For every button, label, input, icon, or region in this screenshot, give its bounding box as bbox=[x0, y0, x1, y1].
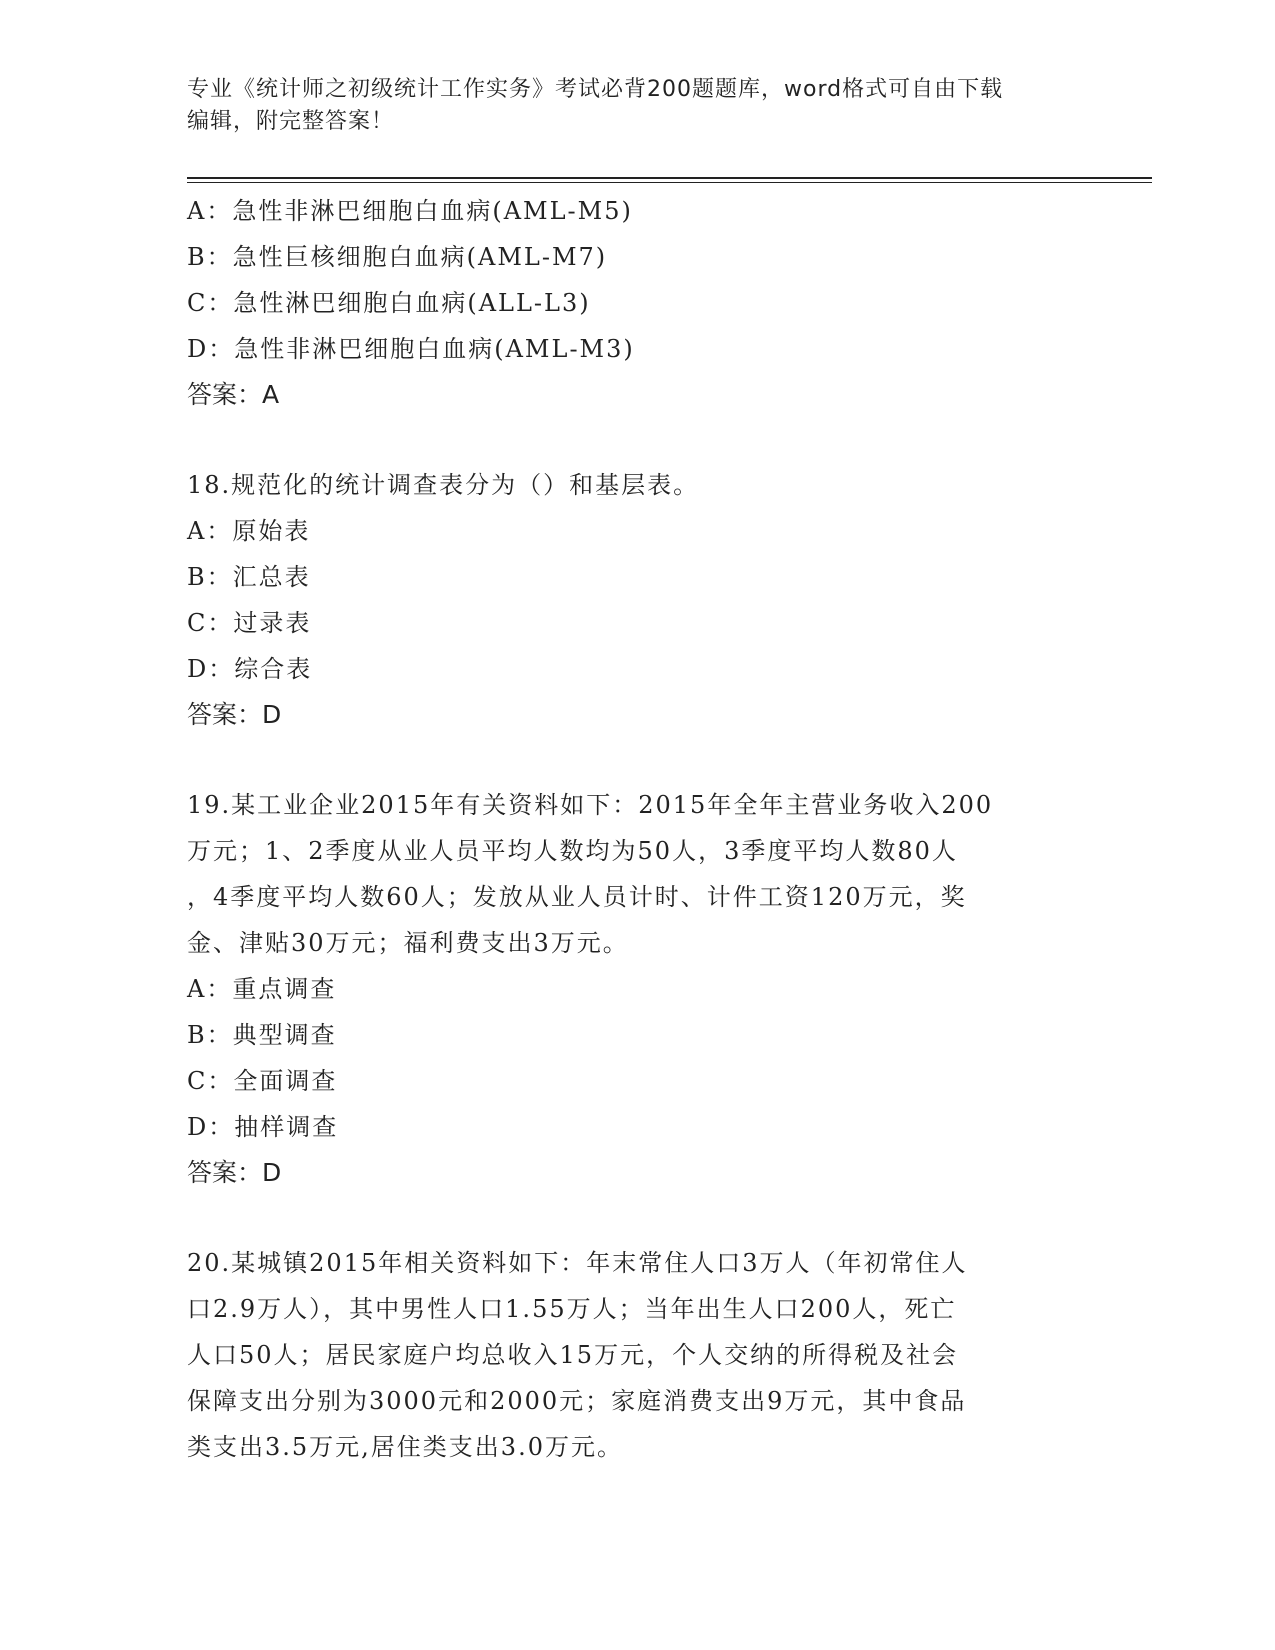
question-stem-line: ，4季度平均人数60人；发放从业人员计时、计件工资120万元，奖 bbox=[187, 883, 967, 911]
document-header bbox=[187, 74, 1067, 138]
option-b: B：急性巨核细胞白血病(AML-M7) bbox=[187, 243, 608, 271]
question-stem-line: 万元；1、2季度从业人员平均人数均为50人，3季度平均人数80人 bbox=[187, 837, 958, 865]
question-list bbox=[187, 188, 1087, 1470]
option-d: D：综合表 bbox=[187, 655, 313, 683]
option-a: A：急性非淋巴细胞白血病(AML-M5) bbox=[187, 197, 633, 225]
option-a: A：重点调查 bbox=[187, 975, 337, 1003]
header-line-1: 专业《统计师之初级统计工作实务》考试必背200题题库，word格式可自由下载 bbox=[187, 77, 1004, 102]
question-stem: 18.规范化的统计调查表分为（）和基层表。 bbox=[187, 471, 700, 499]
question-19 bbox=[187, 782, 1087, 1196]
option-d: D：急性非淋巴细胞白血病(AML-M3) bbox=[187, 335, 635, 363]
option-c: C：急性淋巴细胞白血病(ALL-L3) bbox=[187, 289, 591, 317]
question-spacer bbox=[187, 1196, 1087, 1240]
question-spacer bbox=[187, 738, 1087, 782]
option-c: C：全面调查 bbox=[187, 1067, 338, 1095]
question-stem-line: 20.某城镇2015年相关资料如下：年末常住人口3万人（年初常住人 bbox=[187, 1249, 968, 1277]
answer: 答案：A bbox=[187, 380, 280, 409]
option-c: C：过录表 bbox=[187, 609, 312, 637]
question-18 bbox=[187, 462, 1087, 738]
question-stem-line: 口2.9万人），其中男性人口1.55万人；当年出生人口200人，死亡 bbox=[187, 1295, 957, 1323]
question-20 bbox=[187, 1240, 1087, 1470]
question-stem-line: 19.某工业企业2015年有关资料如下：2015年全年主营业务收入200 bbox=[187, 791, 994, 819]
question-stem-line: 保障支出分别为3000元和2000元；家庭消费支出9万元，其中食品 bbox=[187, 1387, 967, 1415]
option-b: B：汇总表 bbox=[187, 563, 311, 591]
answer: 答案：D bbox=[187, 1158, 282, 1187]
question-stem-line: 人口50人；居民家庭户均总收入15万元，个人交纳的所得税及社会 bbox=[187, 1341, 959, 1369]
question-spacer bbox=[187, 418, 1087, 462]
header-divider-thin bbox=[187, 182, 1152, 183]
option-d: D：抽样调查 bbox=[187, 1113, 339, 1141]
question-stem-line: 金、津贴30万元；福利费支出3万元。 bbox=[187, 929, 629, 957]
header-divider-thick bbox=[187, 177, 1152, 179]
option-b: B：典型调查 bbox=[187, 1021, 337, 1049]
question-stem-line: 类支出3.5万元,居住类支出3.0万元。 bbox=[187, 1433, 623, 1461]
option-a: A：原始表 bbox=[187, 517, 311, 545]
header-line-2: 编辑，附完整答案！ bbox=[187, 109, 395, 134]
question-17 bbox=[187, 188, 1087, 418]
answer: 答案：D bbox=[187, 700, 282, 729]
